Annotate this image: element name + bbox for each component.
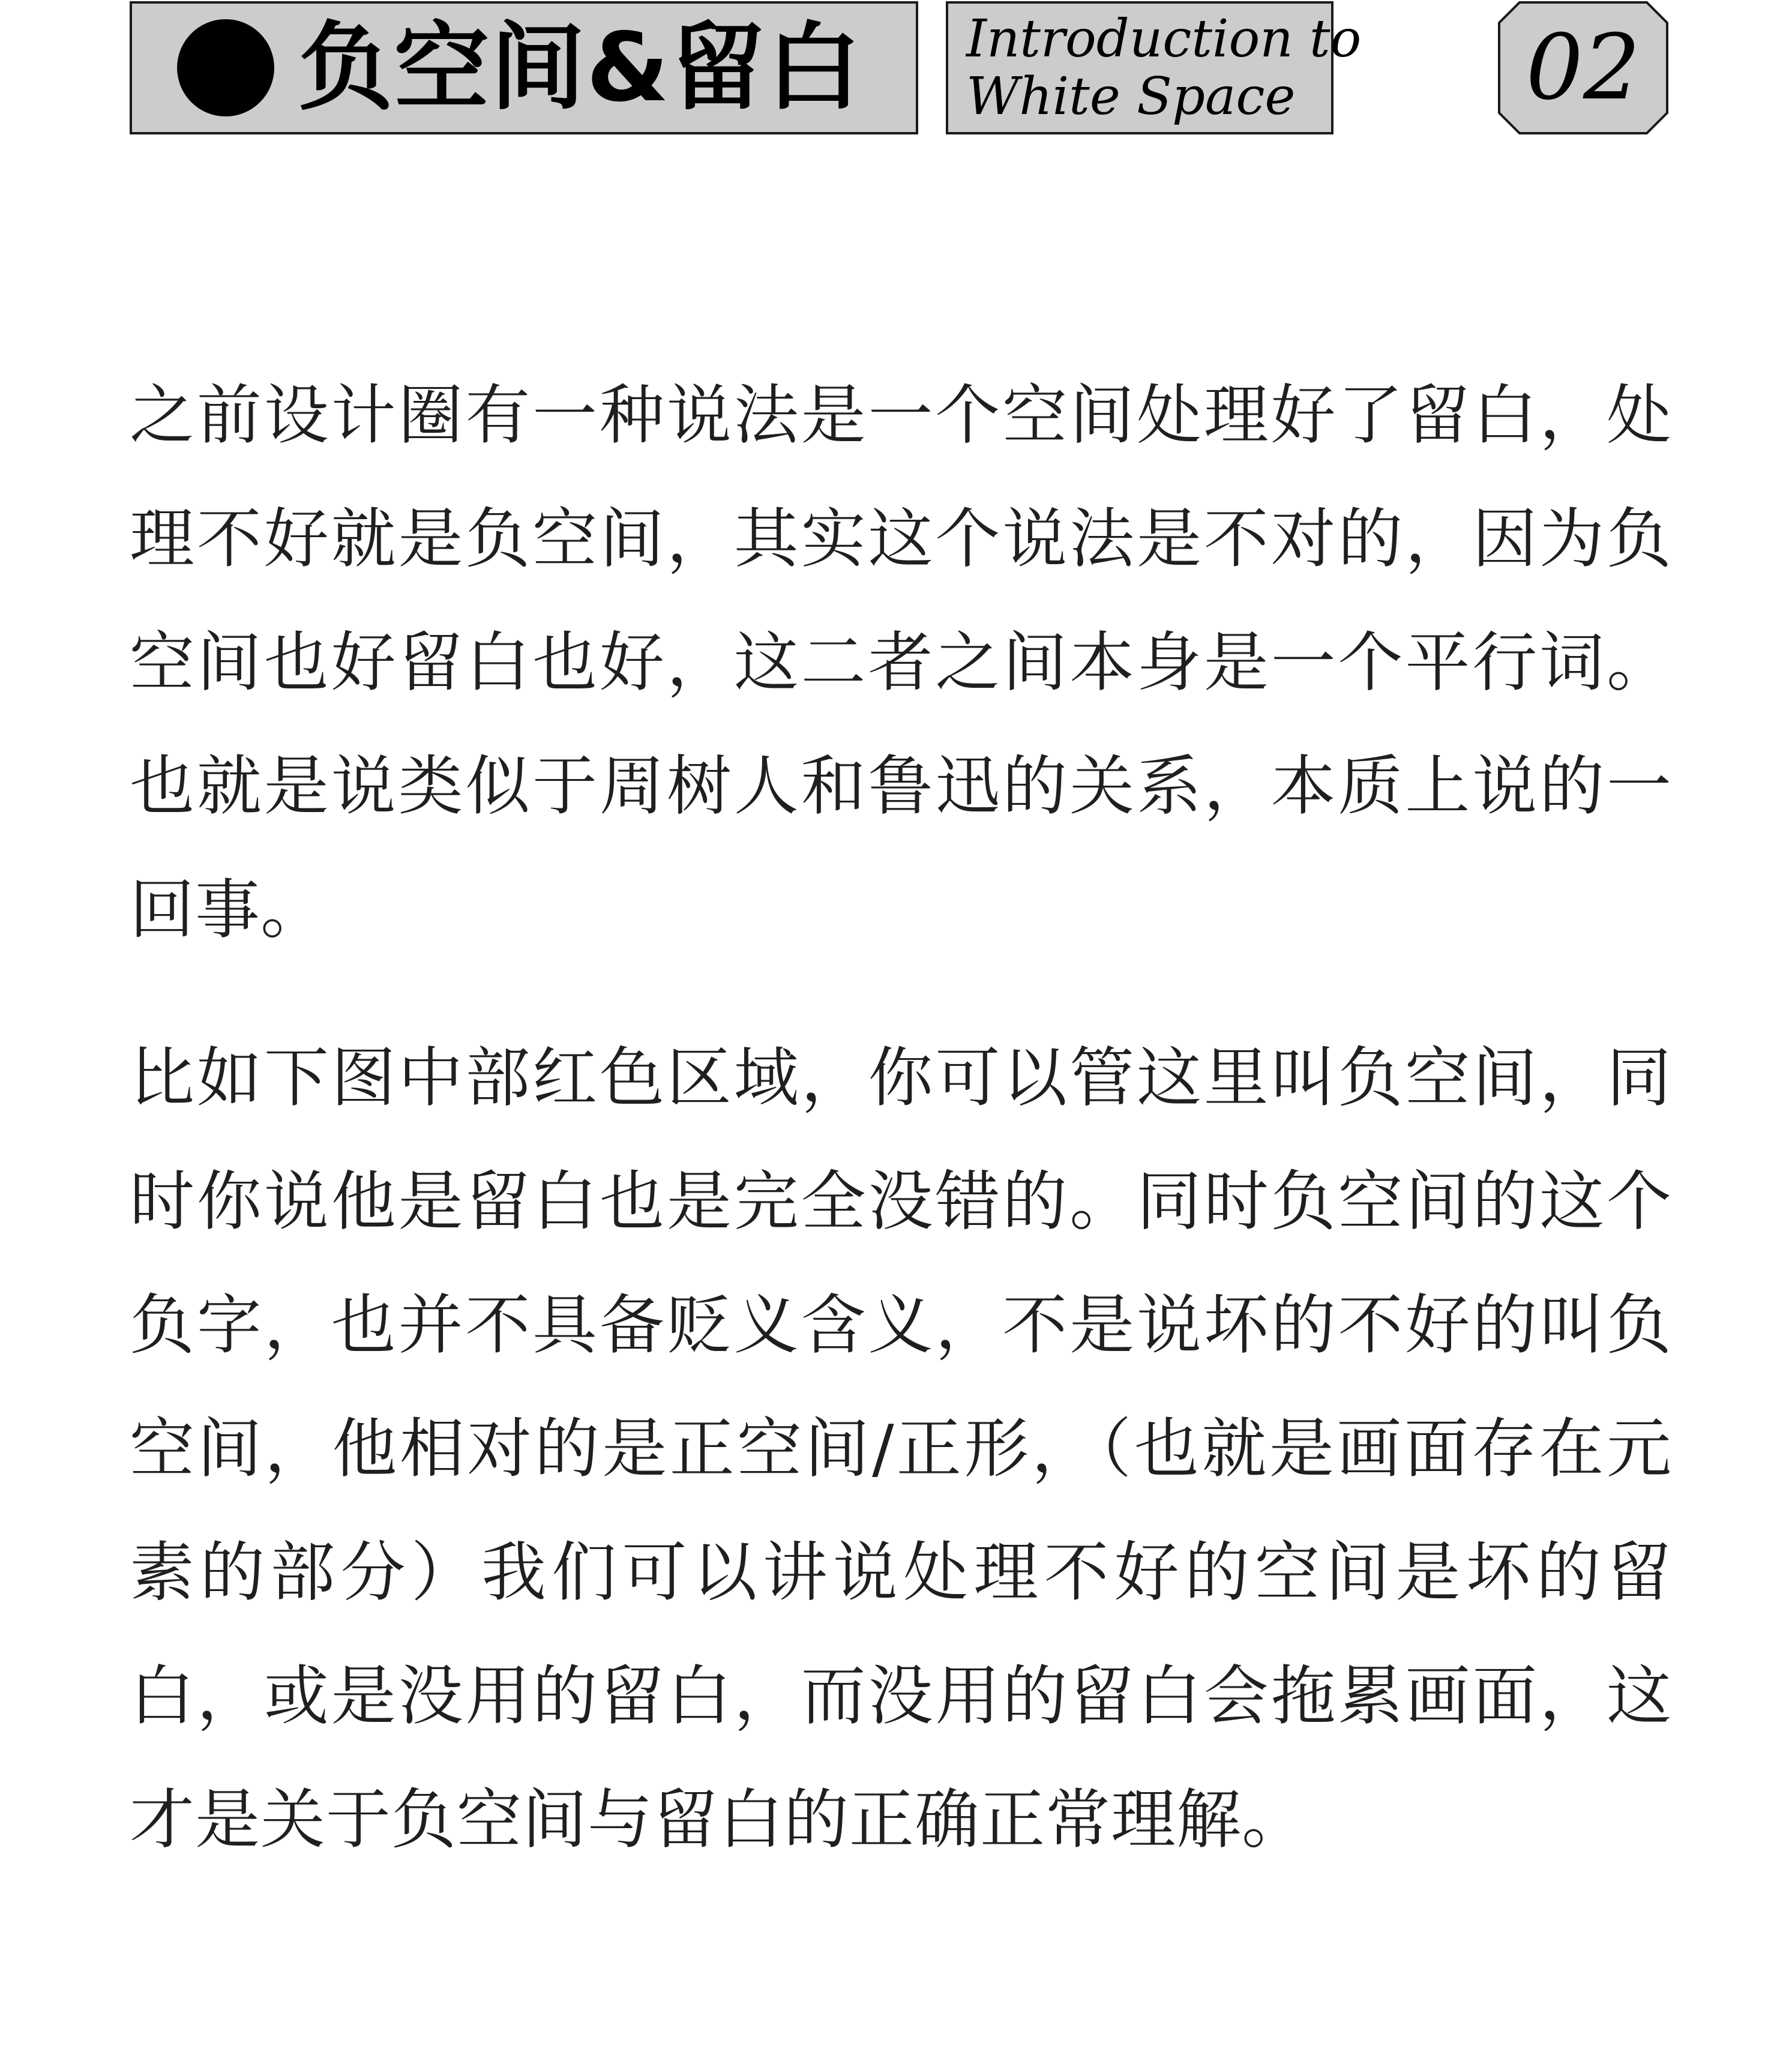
paragraph-1: 之前设计圈有一种说法是一个空间处理好了留白，处理不好就是负空间，其实这个说法是不对的，因为负空间也好留白也好，这二者之间本身是一个平行词。也就是说类似于周树人和鲁迅的关系，本质上说的一回事。 (130, 378, 1672, 948)
paragraph-2: 比如下图中部红色区域，你可以管这里叫负空间，同时你说他是留白也是完全没错的。同时负空间的这个负字，也并不具备贬义含义，不是说坏的不好的叫负空间，他相对的是正空间/正形，（也就是画面存在元素的部分）我们可以讲说处理不好的空间是坏的留白，或是没用的留白，而没用的留白会拖累画面，这才是关于负空间与留白的正确正常理解。 (130, 1041, 1672, 1858)
title-box (130, 1, 918, 134)
page-title: 负空间&留白 (298, 13, 862, 123)
subtitle-box (946, 1, 1362, 134)
subtitle-line-2: White Space (966, 67, 1296, 127)
page-number: 02 (1526, 16, 1641, 120)
article-body (130, 354, 1672, 1882)
page-number-badge (1498, 1, 1668, 134)
bullet-dot-icon (177, 19, 274, 116)
subtitle-line-1: Introduction to (966, 9, 1362, 69)
